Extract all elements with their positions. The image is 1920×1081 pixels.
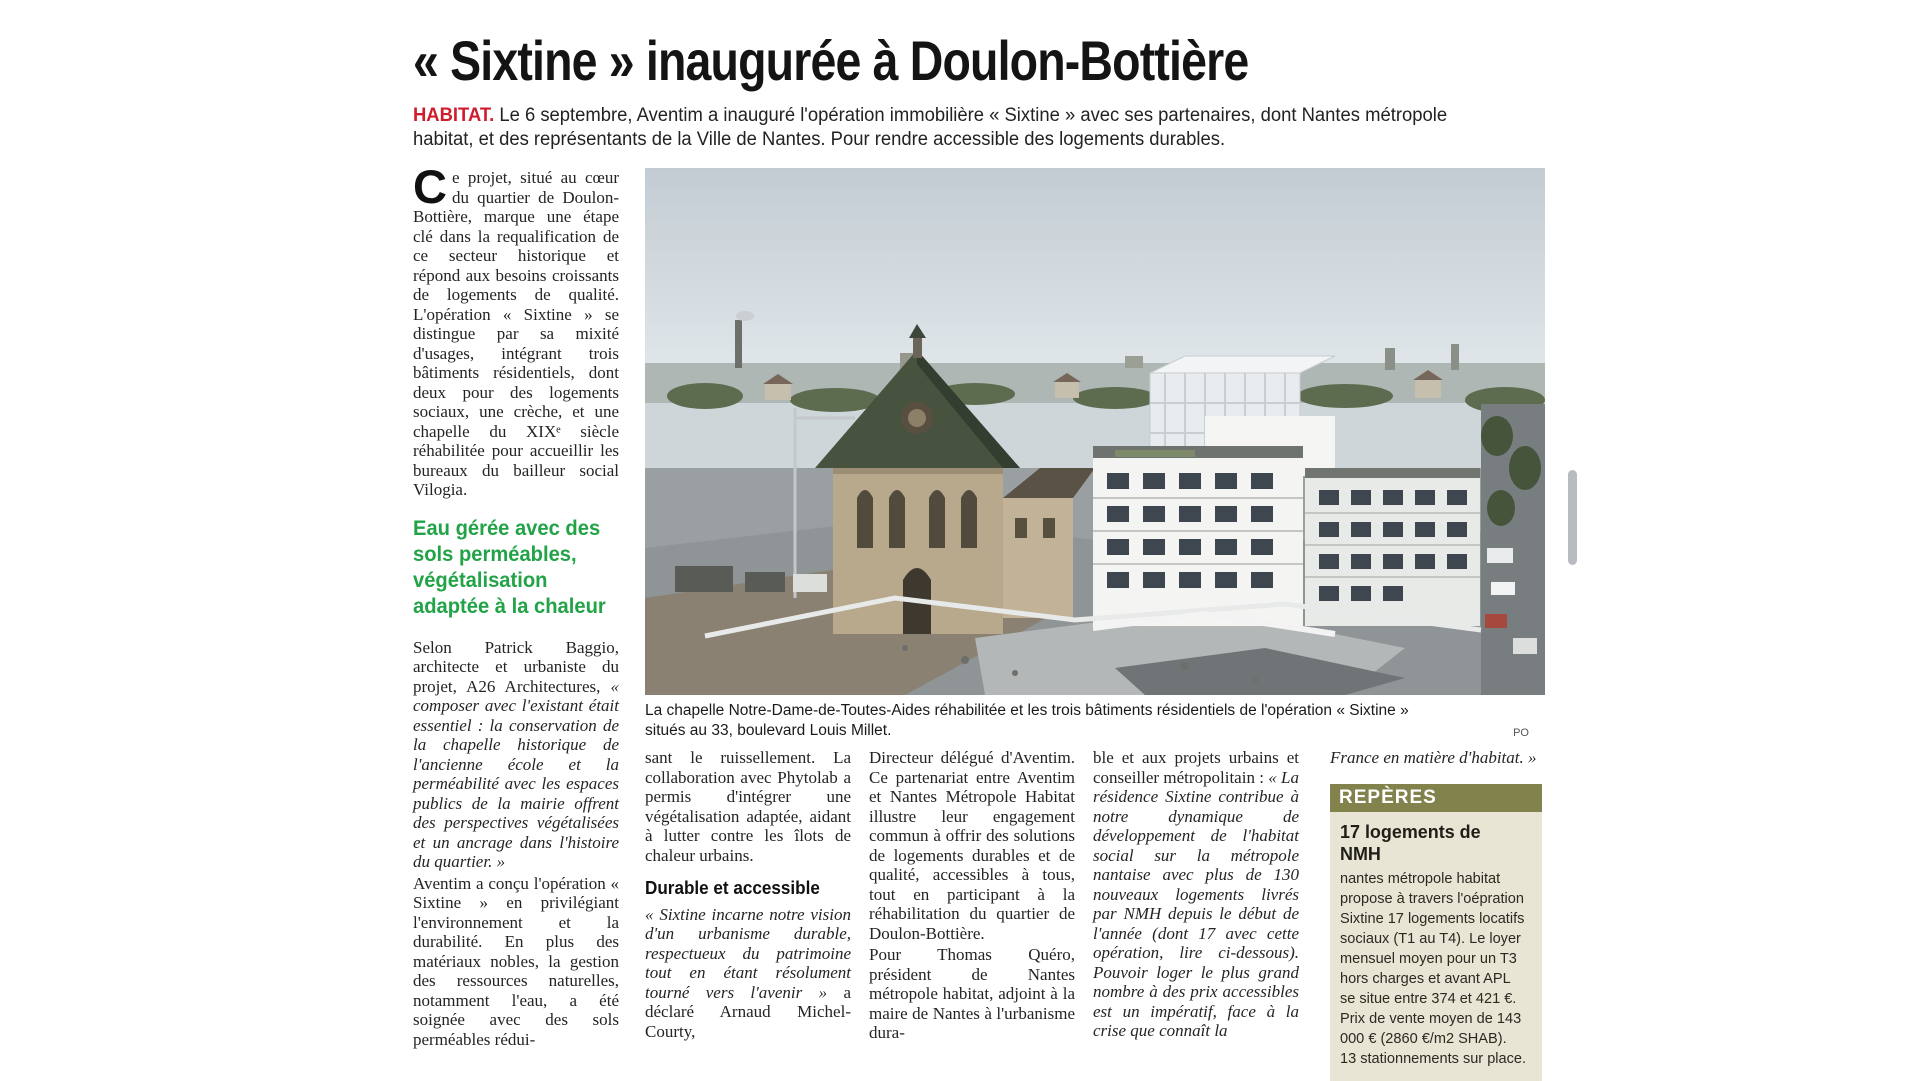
column-4 <box>1093 748 1299 1043</box>
article-photo <box>645 168 1545 695</box>
kicker-habitat: HABITAT. <box>413 105 495 126</box>
drop-cap: C <box>413 160 447 213</box>
reperes-text: nantes métropole habitat propose à travers l'oépration Sixtine 17 logements locatifs sociaux (T1 au T4). Le loyer mensuel moyen pour un T3 hors charges et avant APL se situe entre 374 et 421 €. Prix de vente moyen de 143 000 € (2860 €/m2 SHAB). 13 stationnements sur place. <box>1340 870 1527 1067</box>
photo-caption <box>645 701 1545 741</box>
subhead-durable-accessible: Durable et accessible <box>645 878 820 898</box>
column-2 <box>645 748 851 1043</box>
standfirst-text: Le 6 septembre, Aventim a inauguré l'opération immobilière « Sixtine » avec ses partenaires, dont Nantes métropole habitat, et des représentants de la Ville de Nantes. Pour rendre accessible des logements durables. <box>413 105 1448 150</box>
reperes-header: REPÈRES <box>1330 784 1542 812</box>
left-column <box>413 160 619 1051</box>
column2-paragraph: sant le ruissellement. La collaboration avec Phytolab a permis d'intégrer une végétalisation adaptée, aidant à lutter contre les îlots de chaleur urbains. <box>645 748 851 865</box>
column-3 <box>869 748 1075 1045</box>
column4-quote: « La résidence Sixtine contribue à notre dynamique de développement de l'habitat social sur la métropole nantaise avec plus de 130 nouveaux logements livrés par NMH depuis le début de l'année (dont 17 avec cette opération, lire ci-dessous). Pouvoir loger le plus grand nombre à des prix accessibles est un impératif, face à la crise que connaît la <box>1093 767 1299 1040</box>
green-pull-quote: Eau gérée avec des sols perméables, végétalisation adaptée à la chaleur <box>413 516 606 618</box>
column4-paragraph <box>1093 748 1299 1041</box>
column3-paragraph-2: Pour Thomas Quéro, président de Nantes métropole habitat, adjoint à la maire de Nantes à l'urbanisme dura- <box>869 945 1075 1042</box>
paragraph-2-intro: Selon Patrick Baggio, architecte et urbaniste du projet, A26 Architectures, <box>413 637 619 696</box>
reperes-heading: 17 logements de NMH <box>1340 821 1481 864</box>
article-headline: « Sixtine » inaugurée à Doulon-Bottière <box>413 29 1249 92</box>
column2-after-quote: a déclaré Arnaud Michel-Courty, <box>645 982 852 1041</box>
body-paragraph-3: Aventim a conçu l'opération « Sixtine » en privilégiant l'environnement et la durabilité. En plus des matériaux nobles, la gestion des ressources naturelles, notamment l'eau, a été soignée avec des sols perméables rédui- <box>413 873 619 1049</box>
paragraph-2-quote: « composer avec l'existant était essentiel : la conservation de la chapelle historique de l'ancienne école et la perméabilité avec les espaces publics de la mairie offrent des perspectives végétalisées et un ancrage dans l'histoire du quartier. » <box>413 676 619 871</box>
aerial-construction-photo <box>645 168 1545 695</box>
column2-quote: « Sixtine incarne notre vision d'un urbanisme durable, respectueux du patrimoine tout en étant résolument tourné vers l'avenir » <box>645 904 851 1002</box>
column3-paragraph-1: Directeur délégué d'Aventim. Ce partenariat entre Aventim et Nantes Métropole Habitat illustre leur engagement commun à offrir des solutions de logements durables et de qualité, accessibles à tous, tout en participant à la réhabilitation du quartier de Doulon-Bottière. <box>869 748 1075 943</box>
photo-credit: PO <box>1513 727 1529 739</box>
caption-text: La chapelle Notre-Dame-de-Toutes-Aides réhabilitée et les trois bâtiments résidentiels de l'opération « Sixtine » situés au 33, boulevard Louis Millet. <box>645 702 1409 739</box>
article-standfirst <box>413 104 1461 152</box>
reperes-box <box>1330 812 1542 1081</box>
quote-ending: France en matière d'habitat. » <box>1330 748 1537 767</box>
paragraph-1-text: e projet, situé au cœur du quartier de Doulon-Bottière, marque une étape clé dans la requalification de ce secteur historique et répond aux besoins croissants de logements de qualité. L'opération « Sixtine » se distingue par sa mixité d'usages, intégrant trois bâtiments résidentiels, dont deux pour des logements sociaux, une crèche, et une chapelle du XIXᵉ siècle réhabilitée pour accueillir les bureaux du bailleur social Vilogia. <box>413 168 619 499</box>
body-paragraph-1 <box>413 160 619 500</box>
column4-intro: ble et aux projets urbains et conseiller métropolitain : <box>1093 748 1299 787</box>
body-paragraph-2 <box>413 638 619 872</box>
scrollbar-thumb[interactable] <box>1568 470 1577 565</box>
column2-quote-paragraph <box>645 905 851 1042</box>
sidebar <box>1330 748 1542 1081</box>
